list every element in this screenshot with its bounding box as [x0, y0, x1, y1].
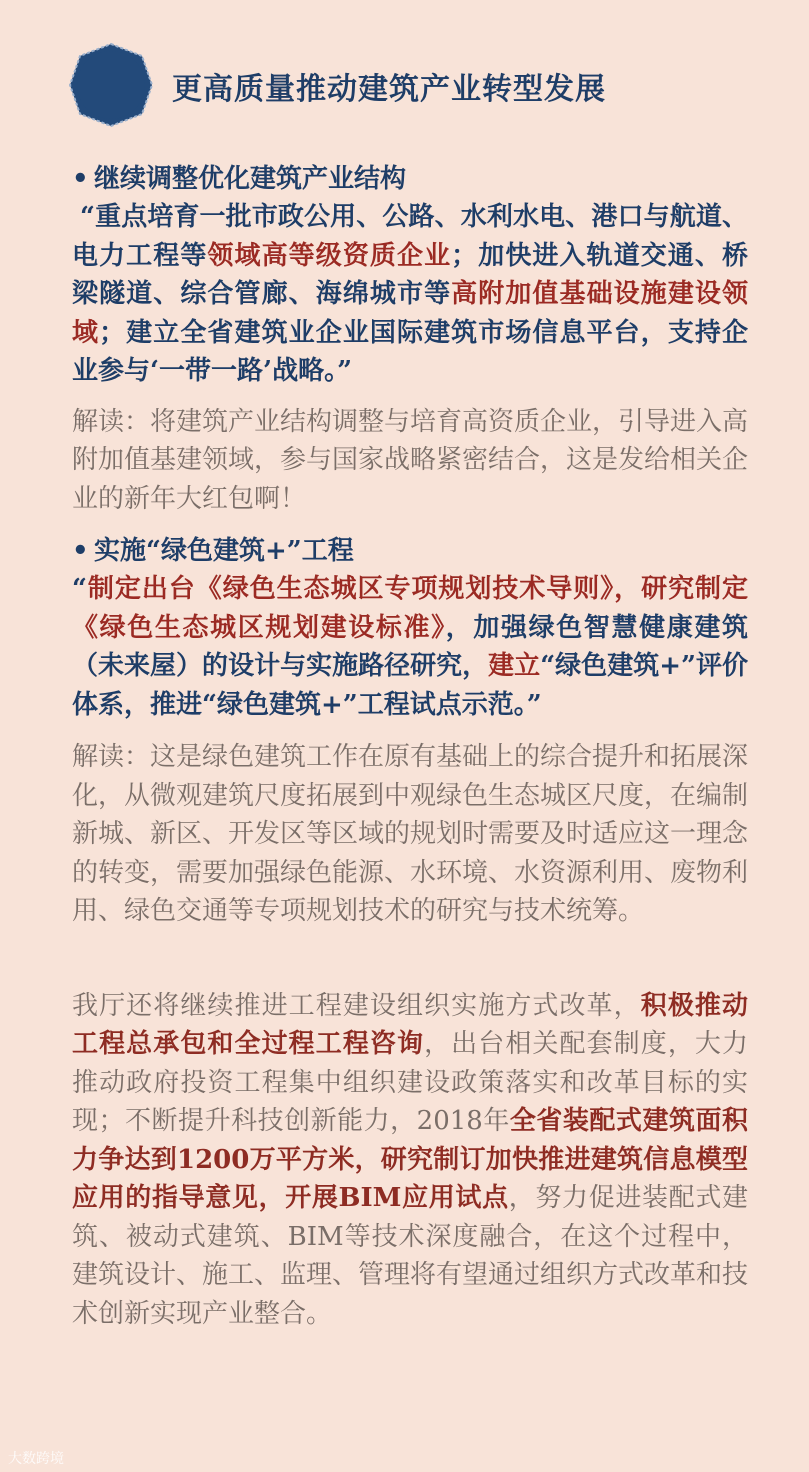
- closing-segment: ，努力促进装配式建筑、被动式建筑、BIM等技术深度融合，在这个过程中，建筑设计、施工、监理、管理将有望通过组织方式改革和技术创新实现产业整合。: [72, 1183, 749, 1329]
- quote-segment: ，加强绿色智慧健康建筑（未来屋）的设计与实施路径研究，: [72, 612, 748, 681]
- section1-heading-text: 继续调整优化建筑产业结构: [94, 164, 407, 194]
- closing-emphasis: 积极推动工程总承包和全过程工程咨询: [72, 990, 748, 1059]
- quote-highlight: 高附加值基础设施建设领域: [72, 279, 748, 348]
- bullet-icon: •: [72, 536, 89, 566]
- section2-heading-text: 实施“绿色建筑+”工程: [94, 536, 354, 566]
- quote-segment: “绿色建筑+”评价体系，推进“绿色建筑+”工程试点示范。”: [72, 651, 748, 720]
- bullet-icon: •: [72, 164, 89, 194]
- section2-heading: [72, 532, 748, 570]
- section1-quote: [72, 198, 748, 391]
- section1-interpretation: 解读：将建筑产业结构调整与培育高资质企业，引导进入高附加值基建领域，参与国家战略紧密结合，这是发给相关企业的新年大红包啊！: [72, 406, 749, 514]
- quote-highlight: 领域高等级资质企业: [207, 240, 452, 271]
- section-header: [68, 42, 768, 128]
- quote-segment: “重点培育一批市政公用、公路、水利水电、港口与航道、电力工程等: [72, 202, 748, 271]
- page-title: 更高质量推动建筑产业转型发展: [172, 72, 606, 107]
- closing-paragraph: [72, 987, 748, 1334]
- section2-quote: [72, 570, 748, 724]
- quote-highlight: 制定出台《绿色生态城区专项规划技术导则》，研究制定《绿色生态城区规划建设标准》: [72, 574, 748, 643]
- quote-segment: ；建立全省建筑业企业国际建筑市场信息平台，支持企业参与‘一带一路’战略。”: [72, 317, 748, 386]
- quote-segment: ；加快进入轨道交通、桥梁隧道、综合管廊、海绵城市等: [72, 240, 748, 309]
- hexagon-badge-icon: [68, 42, 154, 128]
- closing-emphasis: 全省装配式建筑面积力争达到1200万平方米，研究制订加快推进建筑信息模型应用的指导意见，开展BIM应用试点: [72, 1106, 748, 1213]
- article-body: [72, 160, 748, 1333]
- quote-segment: “: [72, 574, 87, 604]
- section2-interpretation: 解读：这是绿色建筑工作在原有基础上的综合提升和拓展深化，从微观建筑尺度拓展到中观绿色生态城区尺度，在编制新城、新区、开发区等区域的规划时需要及时适应这一理念的转变，需要加强绿色能源、水环境、水资源利用、废物利用、绿色交通等专项规划技术的研究与技术统筹。: [72, 742, 749, 926]
- closing-segment: 我厅还将继续推进工程建设组织实施方式改革，: [72, 990, 641, 1021]
- section1-heading: [72, 160, 748, 198]
- closing-segment: ，出台相关配套制度，大力推动政府投资工程集中组织建设政策落实和改革目标的实现；不断提升科技创新能力，2018年: [72, 1029, 748, 1136]
- quote-highlight: 建立: [488, 651, 541, 681]
- watermark: 大数跨境: [8, 1451, 64, 1467]
